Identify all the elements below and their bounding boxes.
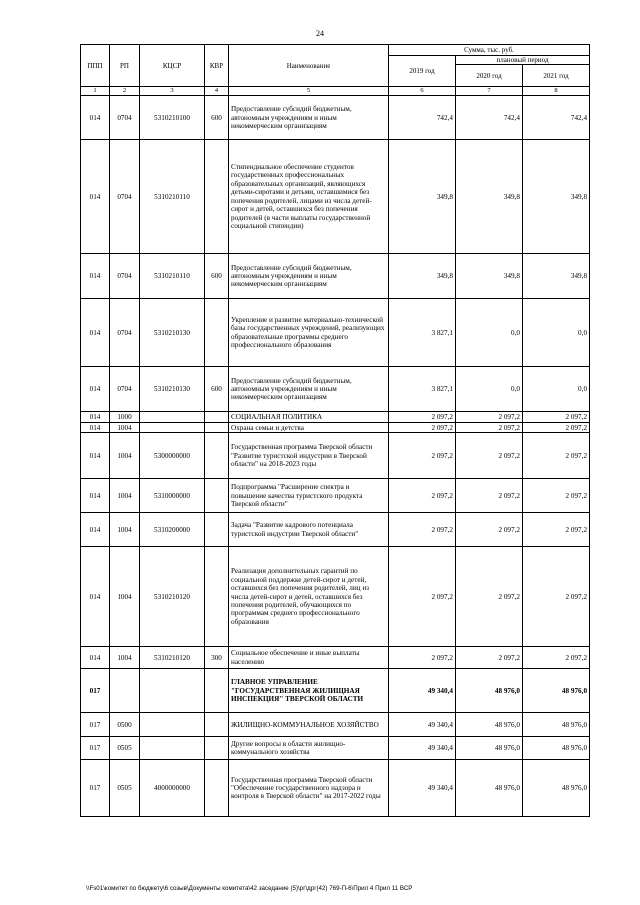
- page-number: 24: [316, 29, 324, 38]
- cell-ppp: 014: [81, 96, 110, 140]
- cell-2020: 0,0: [456, 367, 523, 412]
- cell-ppp: 017: [81, 713, 110, 737]
- cell-2019: 3 827,1: [389, 299, 456, 367]
- cell-2020: 48 976,0: [456, 737, 523, 760]
- table-row: [81, 96, 590, 140]
- cell-2019: 349,8: [389, 140, 456, 254]
- cell-kcsr: [140, 669, 205, 713]
- budget-table: [80, 44, 590, 817]
- cell-rp: 0505: [110, 737, 140, 760]
- table-row: [81, 513, 590, 547]
- column-number: 7: [456, 87, 523, 96]
- table-row: [81, 547, 590, 647]
- column-number: 4: [205, 87, 229, 96]
- cell-name: Реализация дополнительных гарантий по социальной поддержке детей-сирот и детей, оставшихся без попечения родителей, лиц из числа детей-сирот и детей, оставшихся без попечения родителей, обучающихся по программам среднего профессионального образования: [229, 547, 389, 647]
- cell-kcsr: 5310000000: [140, 479, 205, 513]
- table-row: [81, 760, 590, 817]
- cell-rp: 0704: [110, 140, 140, 254]
- header-2020: 2020 год: [456, 65, 523, 87]
- cell-2019: 742,4: [389, 96, 456, 140]
- cell-name: Задача "Развитие кадрового потенциала туристской индустрии Тверской области": [229, 513, 389, 547]
- cell-ppp: 017: [81, 760, 110, 817]
- cell-2020: 2 097,2: [456, 412, 523, 423]
- cell-kvr: [205, 713, 229, 737]
- cell-2019: 2 097,2: [389, 423, 456, 433]
- column-number-row: [81, 87, 590, 96]
- cell-kcsr: 5310210100: [140, 96, 205, 140]
- table-row: [81, 423, 590, 433]
- cell-2021: 2 097,2: [523, 647, 590, 669]
- column-number: 1: [81, 87, 110, 96]
- cell-2019: 3 827,1: [389, 367, 456, 412]
- cell-rp: 1004: [110, 423, 140, 433]
- header-2021: 2021 год: [523, 65, 590, 87]
- cell-kcsr: 5310210110: [140, 140, 205, 254]
- cell-2020: 48 976,0: [456, 760, 523, 817]
- cell-kcsr: 5310210120: [140, 647, 205, 669]
- cell-ppp: 014: [81, 479, 110, 513]
- cell-2021: 2 097,2: [523, 479, 590, 513]
- cell-2019: 2 097,2: [389, 647, 456, 669]
- cell-ppp: 014: [81, 547, 110, 647]
- header-sum: Сумма, тыс. руб.: [389, 45, 590, 56]
- cell-name: Другие вопросы в области жилищно-коммунального хозяйства: [229, 737, 389, 760]
- cell-kcsr: [140, 423, 205, 433]
- header-kvr: КВР: [205, 45, 229, 87]
- header-kcsr: КЦСР: [140, 45, 205, 87]
- cell-name: Предоставление субсидий бюджетным, автономным учреждениям и иным некоммерческим организациям: [229, 367, 389, 412]
- cell-ppp: 014: [81, 412, 110, 423]
- column-number: 5: [229, 87, 389, 96]
- cell-kvr: [205, 412, 229, 423]
- cell-2019: 49 340,4: [389, 669, 456, 713]
- cell-rp: [110, 669, 140, 713]
- cell-kvr: [205, 669, 229, 713]
- cell-kcsr: 5310210130: [140, 299, 205, 367]
- cell-2021: 48 976,0: [523, 760, 590, 817]
- cell-2021: 48 976,0: [523, 713, 590, 737]
- cell-kvr: [205, 547, 229, 647]
- cell-ppp: 014: [81, 254, 110, 299]
- header-2019: 2019 год: [389, 56, 456, 87]
- cell-kcsr: 5300000000: [140, 433, 205, 479]
- cell-2021: 2 097,2: [523, 423, 590, 433]
- table-row: [81, 412, 590, 423]
- cell-2020: 0,0: [456, 299, 523, 367]
- header-plan-period: плановый период: [456, 56, 590, 65]
- cell-rp: 0505: [110, 760, 140, 817]
- cell-2019: 2 097,2: [389, 412, 456, 423]
- cell-2019: 2 097,2: [389, 433, 456, 479]
- cell-kcsr: 5310210110: [140, 254, 205, 299]
- cell-name: Государственная программа Тверской области "Обеспечение государственного надзора и контроля в Тверской области" на 2017-2022 годы: [229, 760, 389, 817]
- table-row: [81, 647, 590, 669]
- column-number: 6: [389, 87, 456, 96]
- cell-name: Государственная программа Тверской области "Развитие туристской индустрии в Тверской области" на 2018-2023 годы: [229, 433, 389, 479]
- header-ppp: ППП: [81, 45, 110, 87]
- cell-name: Социальное обеспечение и иные выплаты населению: [229, 647, 389, 669]
- cell-name: Стипендиальное обеспечение студентов государственных профессиональных образовательных организаций, являющихся детьми-сиротами и детьми, оставшимися без попечения родителей, лицами из числа детей-сирот и детей, оставшихся без попечения родителей (в части выплаты государственной социальной стипендии): [229, 140, 389, 254]
- cell-2021: 349,8: [523, 254, 590, 299]
- table-header: [81, 45, 590, 96]
- cell-2020: 2 097,2: [456, 423, 523, 433]
- table-row: [81, 140, 590, 254]
- cell-2021: 48 976,0: [523, 737, 590, 760]
- column-number: 2: [110, 87, 140, 96]
- cell-kvr: [205, 423, 229, 433]
- cell-kvr: 600: [205, 96, 229, 140]
- cell-kcsr: [140, 737, 205, 760]
- cell-kcsr: 5310210120: [140, 547, 205, 647]
- cell-ppp: 014: [81, 647, 110, 669]
- cell-2019: 49 340,4: [389, 737, 456, 760]
- cell-ppp: 017: [81, 669, 110, 713]
- cell-name: СОЦИАЛЬНАЯ ПОЛИТИКА: [229, 412, 389, 423]
- cell-kcsr: [140, 713, 205, 737]
- cell-kvr: 300: [205, 647, 229, 669]
- cell-2020: 742,4: [456, 96, 523, 140]
- cell-name: Охрана семьи и детства: [229, 423, 389, 433]
- header-rp: РП: [110, 45, 140, 87]
- cell-ppp: 014: [81, 513, 110, 547]
- cell-name: Предоставление субсидий бюджетным, автономным учреждениям и иным некоммерческим организациям: [229, 254, 389, 299]
- cell-rp: 1000: [110, 412, 140, 423]
- table-row: [81, 299, 590, 367]
- cell-ppp: 017: [81, 737, 110, 760]
- cell-2021: 2 097,2: [523, 547, 590, 647]
- cell-rp: 0500: [110, 713, 140, 737]
- cell-2021: 0,0: [523, 299, 590, 367]
- cell-2020: 2 097,2: [456, 433, 523, 479]
- cell-name: Предоставление субсидий бюджетным, автономным учреждениям и иным некоммерческим организациям: [229, 96, 389, 140]
- table-row: [81, 254, 590, 299]
- cell-kvr: [205, 760, 229, 817]
- cell-2020: 48 976,0: [456, 669, 523, 713]
- cell-rp: 0704: [110, 96, 140, 140]
- cell-2019: 2 097,2: [389, 547, 456, 647]
- cell-kvr: [205, 479, 229, 513]
- table-row: [81, 367, 590, 412]
- cell-kcsr: 5310210130: [140, 367, 205, 412]
- table-row: [81, 433, 590, 479]
- cell-2021: 2 097,2: [523, 513, 590, 547]
- cell-rp: 0704: [110, 367, 140, 412]
- cell-kcsr: [140, 412, 205, 423]
- cell-kcsr: 5310200000: [140, 513, 205, 547]
- cell-rp: 1004: [110, 513, 140, 547]
- cell-2019: 2 097,2: [389, 513, 456, 547]
- cell-kvr: [205, 513, 229, 547]
- table-row: [81, 737, 590, 760]
- cell-2021: 349,8: [523, 140, 590, 254]
- cell-2020: 2 097,2: [456, 479, 523, 513]
- cell-kvr: [205, 433, 229, 479]
- cell-kvr: [205, 299, 229, 367]
- cell-2021: 0,0: [523, 367, 590, 412]
- cell-name: ГЛАВНОЕ УПРАВЛЕНИЕ "ГОСУДАРСТВЕННАЯ ЖИЛИЩНАЯ ИНСПЕКЦИЯ" ТВЕРСКОЙ ОБЛАСТИ: [229, 669, 389, 713]
- cell-ppp: 014: [81, 140, 110, 254]
- cell-2019: 49 340,4: [389, 760, 456, 817]
- cell-2021: 2 097,2: [523, 433, 590, 479]
- cell-2020: 2 097,2: [456, 547, 523, 647]
- cell-rp: 1004: [110, 479, 140, 513]
- header-name: Наименование: [229, 45, 389, 87]
- cell-2020: 48 976,0: [456, 713, 523, 737]
- cell-2019: 2 097,2: [389, 479, 456, 513]
- column-number: 8: [523, 87, 590, 96]
- cell-rp: 1004: [110, 547, 140, 647]
- cell-kvr: 600: [205, 367, 229, 412]
- cell-ppp: 014: [81, 299, 110, 367]
- cell-name: Подпрограмма "Расширение спектра и повышение качества туристского продукта Тверской области": [229, 479, 389, 513]
- footer-file-path: \\Fs01\комитет по бюджету\6 созыв\Документы комитета\42 заседание (5)\рг\дрг(42) 769-П-6\Прил 4 Прил 11 ВСР: [86, 885, 413, 892]
- table-body: [81, 96, 590, 817]
- cell-2020: 349,8: [456, 140, 523, 254]
- cell-2021: 742,4: [523, 96, 590, 140]
- cell-ppp: 014: [81, 423, 110, 433]
- cell-2019: 349,8: [389, 254, 456, 299]
- cell-kvr: [205, 737, 229, 760]
- cell-ppp: 014: [81, 433, 110, 479]
- column-number: 3: [140, 87, 205, 96]
- cell-name: ЖИЛИЩНО-КОММУНАЛЬНОЕ ХОЗЯЙСТВО: [229, 713, 389, 737]
- cell-2021: 2 097,2: [523, 412, 590, 423]
- table-row: [81, 669, 590, 713]
- cell-kcsr: 4000000000: [140, 760, 205, 817]
- cell-2019: 49 340,4: [389, 713, 456, 737]
- cell-ppp: 014: [81, 367, 110, 412]
- cell-2020: 349,8: [456, 254, 523, 299]
- table-row: [81, 713, 590, 737]
- cell-rp: 1004: [110, 433, 140, 479]
- cell-name: Укрепление и развитие материально-технической базы государственных учреждений, реализующих образовательные программы среднего профессионального образования: [229, 299, 389, 367]
- cell-rp: 0704: [110, 254, 140, 299]
- cell-2021: 48 976,0: [523, 669, 590, 713]
- cell-rp: 1004: [110, 647, 140, 669]
- cell-kvr: [205, 140, 229, 254]
- cell-kvr: 600: [205, 254, 229, 299]
- cell-2020: 2 097,2: [456, 647, 523, 669]
- cell-rp: 0704: [110, 299, 140, 367]
- table-row: [81, 479, 590, 513]
- cell-2020: 2 097,2: [456, 513, 523, 547]
